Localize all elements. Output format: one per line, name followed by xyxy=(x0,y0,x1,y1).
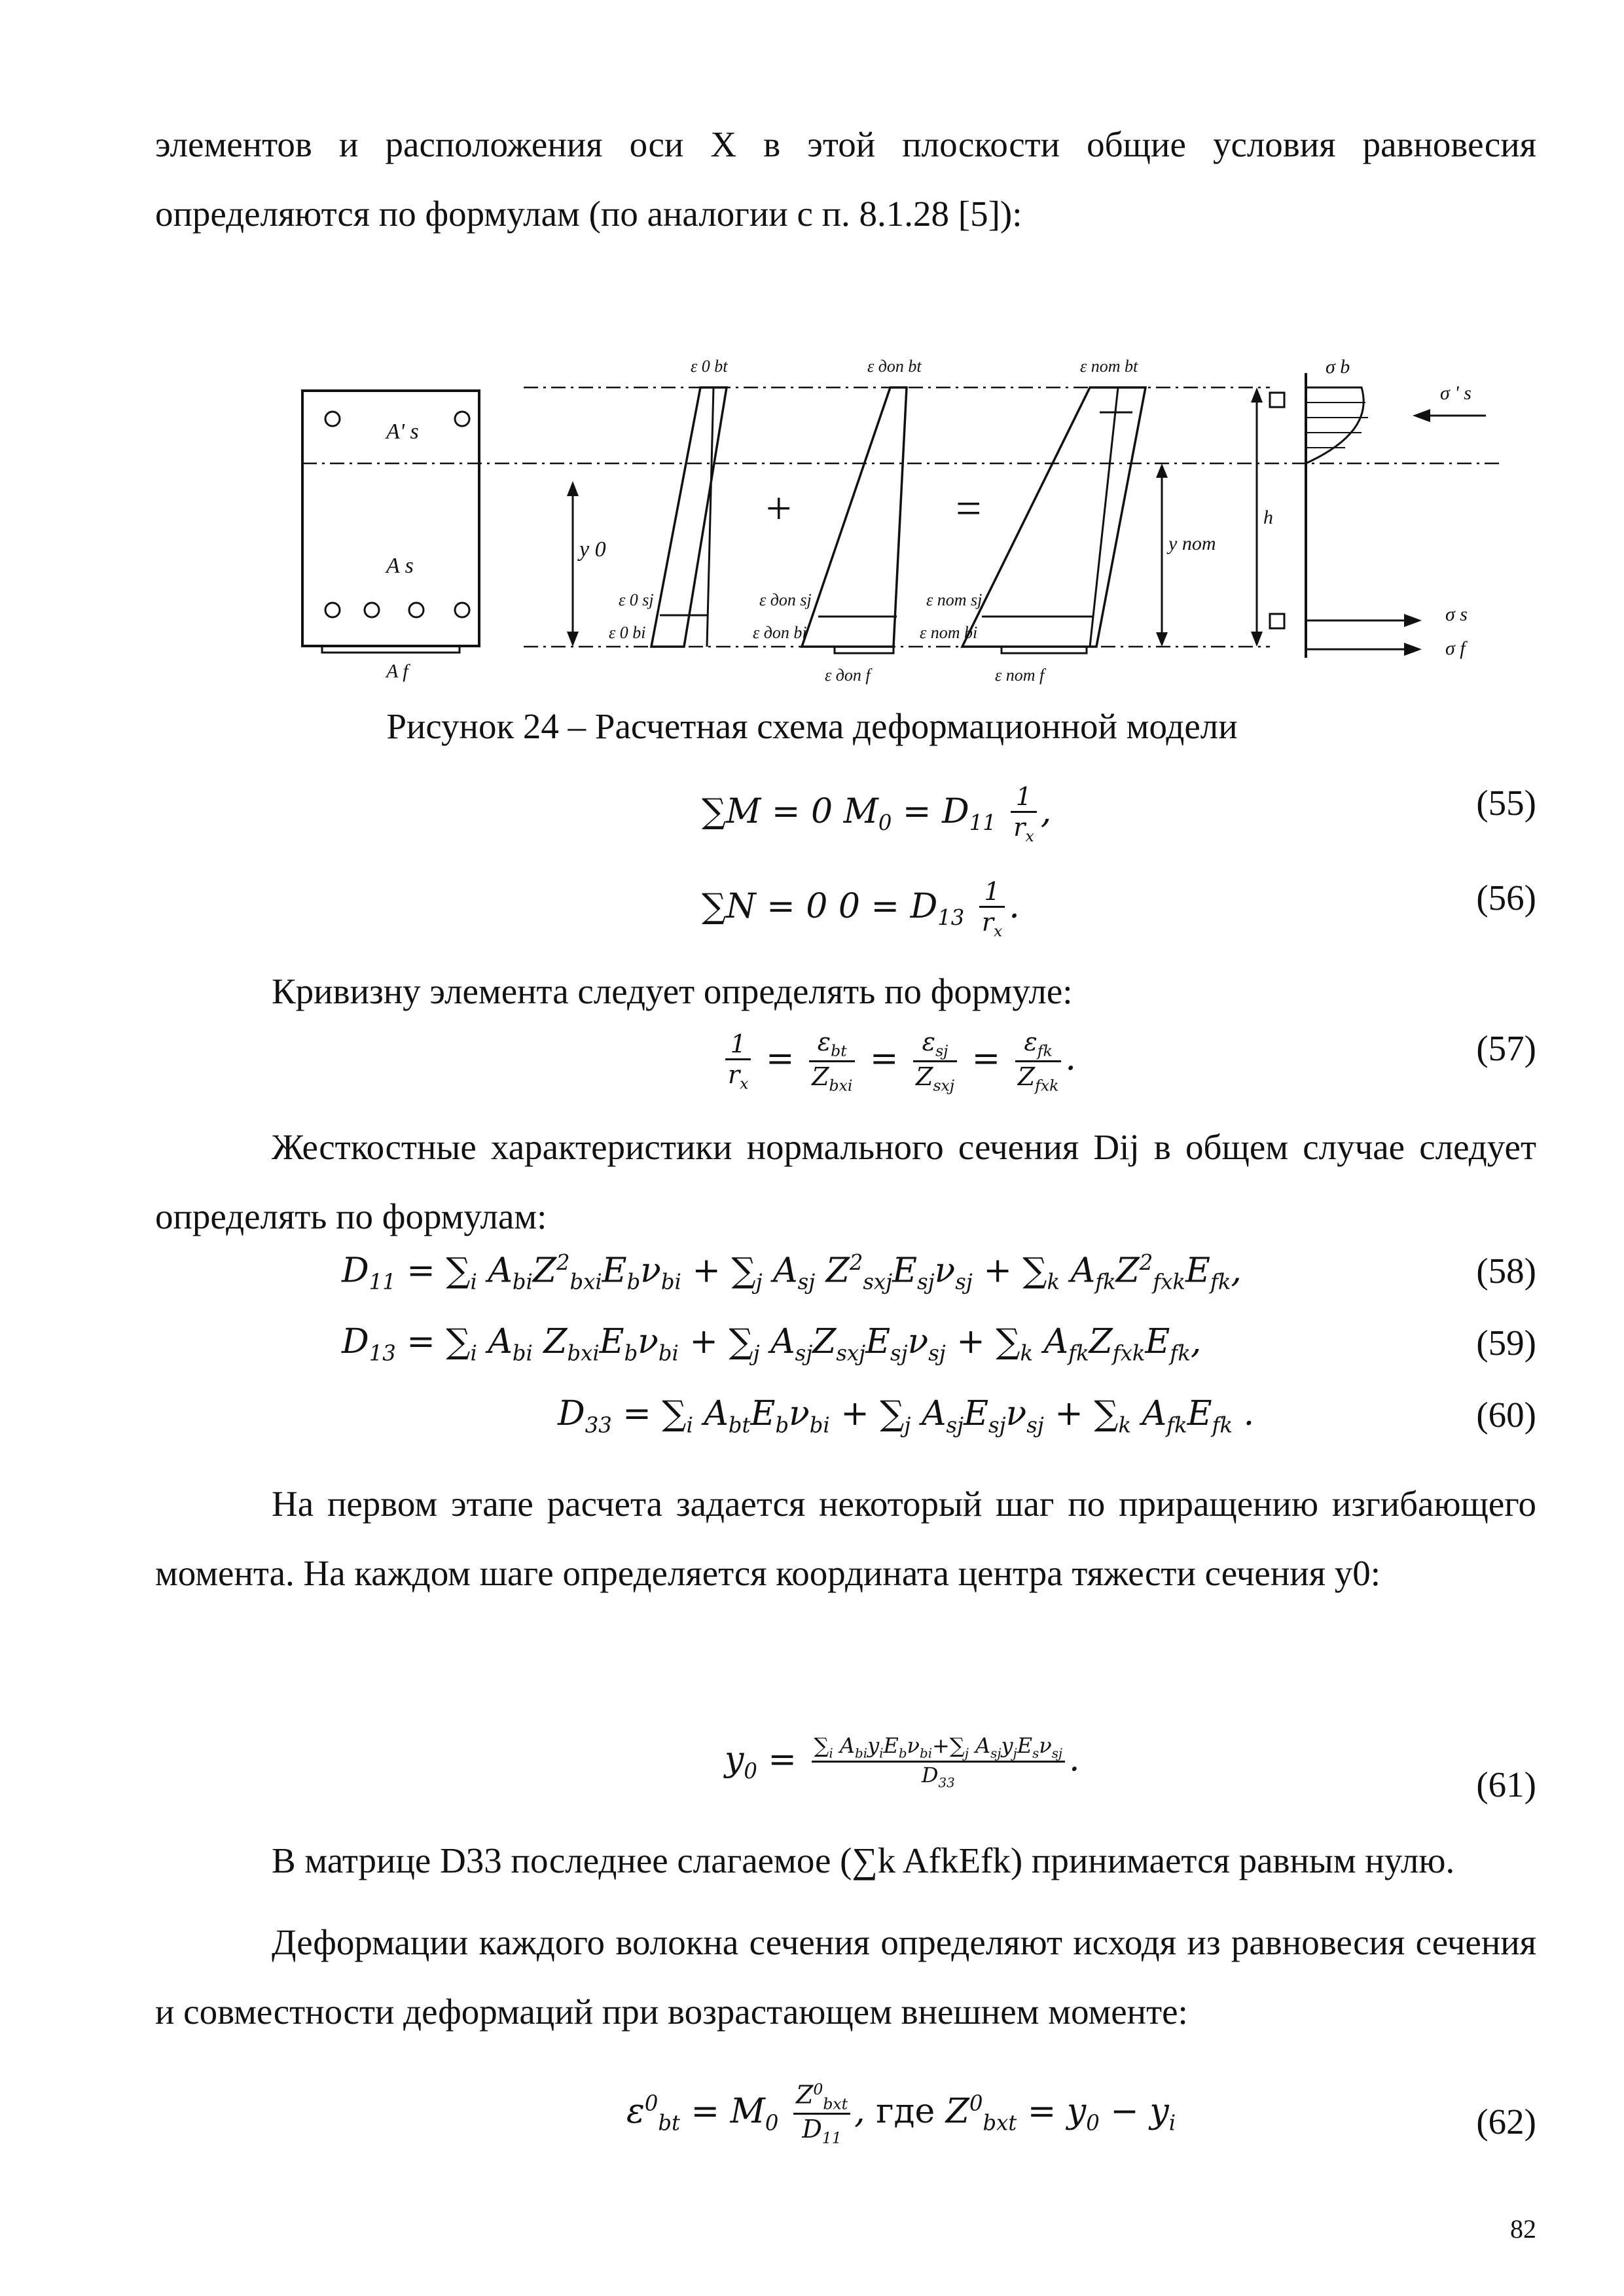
strain-diagram-0 xyxy=(651,387,727,647)
label-sigma-b: σ b xyxy=(1326,356,1350,378)
rebar-bot-4 xyxy=(455,603,469,617)
deformation-paragraph: Деформации каждого волокна сечения определяют исходя из равновесия сечения и совместности деформаций при возрастающем внешнем моменте: xyxy=(155,1922,1536,2032)
label-ynom: y nom xyxy=(1168,533,1216,554)
equation-57: $\frac{1}{r_x}$ = $\frac{\varepsilon_{bt}}{Z_{bxi}}$ = $\frac{\varepsilon_{sj}}{Z_{sxj}}$ = $\frac{\varepsilon_{fk}}{Z_{fxk}}$ . (57) xyxy=(155,1028,1536,1100)
figure-caption: Рисунок 24 – Расчетная схема деформационной модели xyxy=(386,706,1238,746)
label-e-top-nom: ε nom bt xyxy=(1080,357,1138,376)
curvature-paragraph: Кривизну элемента следует определять по формуле: xyxy=(272,971,1073,1011)
rebar-top-2 xyxy=(455,412,469,426)
label-A-top: A' s xyxy=(386,420,419,444)
equation-62: $\varepsilon^0_{bt} = M_0$ $\frac{Z^0_{bxt}}{D_{11}}$ , где $Z^0_{bxt} = y_0 - y_i$ (62) xyxy=(626,2080,1536,2147)
label-y0: y 0 xyxy=(579,537,606,562)
rebar-bot-3 xyxy=(409,603,424,617)
strain-diagram-nom xyxy=(962,387,1146,647)
intro-paragraph: элементов и расположения оси X в этой плоскости общие условия равновесия определяются по формулам (по аналогии с п. 8.1.28 [5]): xyxy=(155,124,1536,234)
plus-sign: + xyxy=(766,484,792,534)
label-Af: A f xyxy=(386,660,408,682)
equation-58: $D_{11} = \sum_i$ $A_{bi}Z^2_{bxi}E_b\nu_{bi} + \sum_j$ $A_{sj}$ $Z^2_{sxj}E_{sj}\nu_{sj} + \sum_k$ $A_{fk}Z^2_{fxk}E_{fk}$, (58) xyxy=(342,1250,1536,1295)
page-number: 82 xyxy=(1510,2214,1536,2244)
label-A-bot: A s xyxy=(386,554,414,578)
equation-55: ∑M = 0 $M_0 = D_{11}$ $\frac{1}{r_x}$ , (55) xyxy=(702,782,1536,846)
equation-61: $y_0$ = $\frac{\sum_i A_{bi}y_iE_b\nu_{bi}+\sum_j A_{sj}y_jE_s\nu_{sj}}{D_{33}}$ . (61) xyxy=(725,1733,1536,1804)
concrete-stress-block xyxy=(1306,387,1363,463)
frp-strip xyxy=(322,646,460,653)
equation-56: ∑N = 0 $0 = D_{13}$ $\frac{1}{r_x}$ . (56) xyxy=(702,877,1536,941)
label-e-sj-dop: ε доп sj xyxy=(759,590,812,609)
rebar-bot-1 xyxy=(325,603,340,617)
equals-sign: = xyxy=(956,484,982,534)
label-h: h xyxy=(1263,507,1273,528)
label-e-top-0: ε 0 bt xyxy=(691,357,728,376)
matrix-paragraph: В матрице D33 последнее слагаемое (∑k AfkEfk) принимается равным нулю. xyxy=(272,1840,1455,1880)
label-e-f-nom: ε nom f xyxy=(995,666,1045,685)
label-e-bi-nom: ε nom bi xyxy=(920,623,978,642)
label-sigma-s-top: σ ' s xyxy=(1440,382,1471,404)
label-e-bi-dop: ε доп bi xyxy=(753,623,807,642)
equation-59: $D_{13} = \sum_i$ $A_{bi}$ $Z_{bxi}E_b\nu_{bi} + \sum_j$ $A_{sj}Z_{sxj}E_{sj}\nu_{sj} + \sum_k$ $A_{fk}Z_{fxk}E_{fk}$, (59) xyxy=(342,1322,1536,1366)
deformation-model-figure xyxy=(288,347,1519,694)
label-e-sj-nom: ε nom sj xyxy=(926,590,983,609)
label-sigma-s: σ s xyxy=(1445,603,1468,625)
label-e-top-dop: ε доп bt xyxy=(867,357,922,376)
stage-paragraph: На первом этапе расчета задается некоторый шаг по приращению изгибающего момента. На каждом шаге определяется координата центра тяжести сечения y0: xyxy=(155,1484,1536,1593)
rebar-bot-2 xyxy=(365,603,379,617)
strain-diagram-dop xyxy=(802,387,907,647)
label-e-bi-0: ε 0 bi xyxy=(609,623,646,642)
label-e-sj-0: ε 0 sj xyxy=(619,590,654,609)
stiffness-paragraph: Жесткостные характеристики нормального сечения Dij в общем случае следует определять по формулам: xyxy=(155,1127,1536,1236)
label-sigma-f: σ f xyxy=(1445,637,1466,659)
label-e-f-dop: ε доп f xyxy=(825,666,871,685)
equation-60: $D_{33} = \sum_i$ $A_{bt}E_b\nu_{bi} + \sum_j$ $A_{sj}E_{sj}\nu_{sj} + \sum_k$ $A_{fk}E_{fk}$ . (60) xyxy=(558,1394,1536,1438)
rebar-top-1 xyxy=(325,412,340,426)
